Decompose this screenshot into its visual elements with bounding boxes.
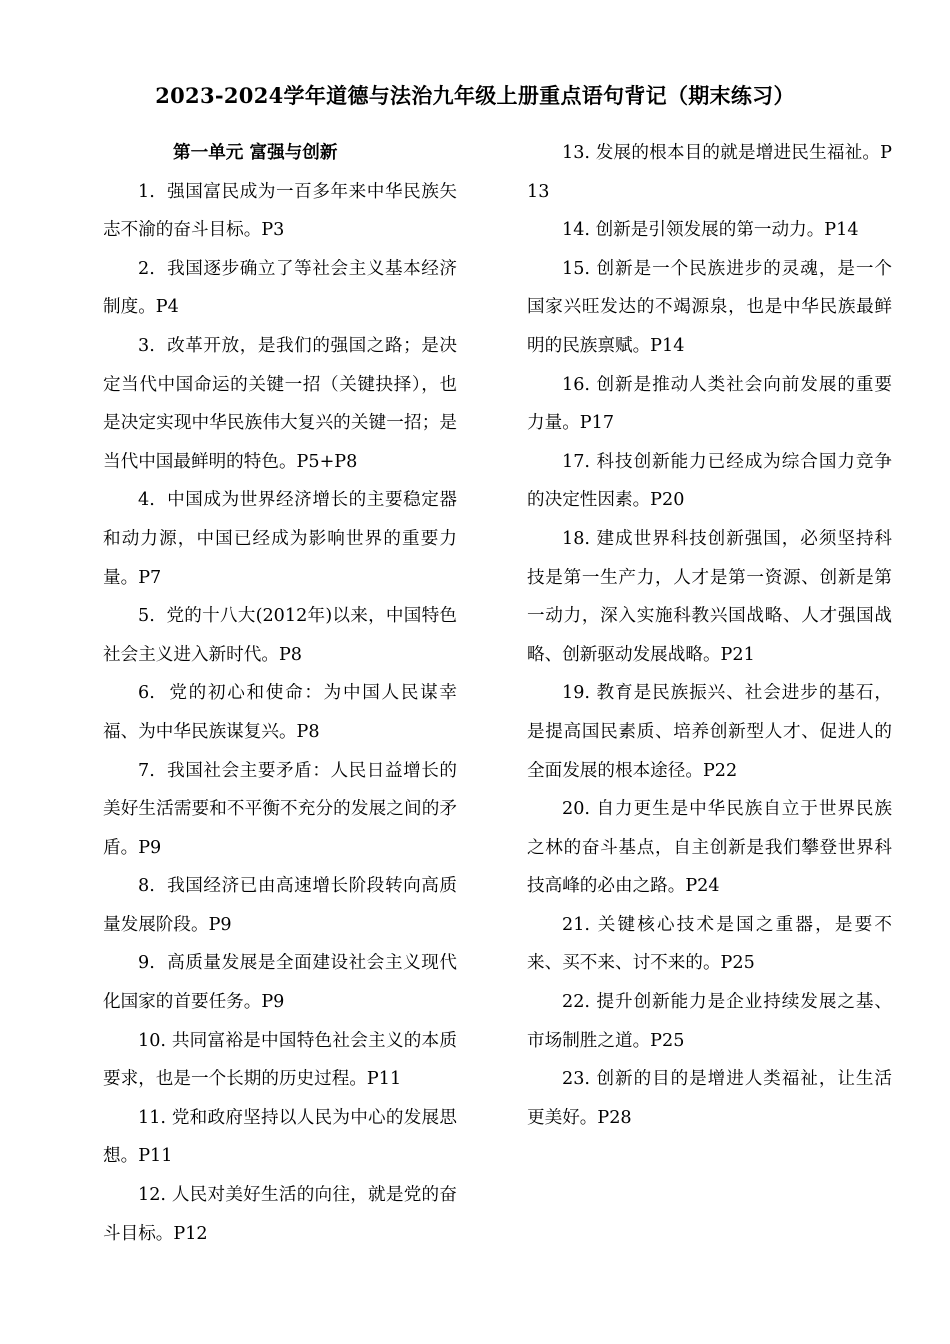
list-item (103, 481, 457, 597)
item-number: 21. (562, 914, 590, 935)
item-number: 7. (138, 760, 155, 781)
item-number: 12. (138, 1185, 166, 1206)
item-text: 我国逐步确立了等社会主义基本经济制度。P4 (103, 258, 457, 318)
item-number: 22. (562, 992, 590, 1013)
item-text: 我国经济已由高速增长阶段转向高质量发展阶段。P9 (103, 876, 457, 935)
item-text: 我国社会主要矛盾：人民日益增长的美好生活需要和不平衡不充分的发展之间的矛盾。P9 (103, 760, 457, 858)
item-text: 创新是推动人类社会向前发展的重要力量。P17 (527, 374, 892, 434)
item-number: 10. (138, 1030, 166, 1051)
item-text: 党的十八大(2012年)以来，中国特色社会主义进入新时代。P8 (103, 606, 458, 665)
item-text: 建成世界科技创新强国，必须坚持科技是第一生产力，人才是第一资源、创新是第一动力，深入实施科教兴国战略、人才强国战略、创新驱动发展战略。P21 (527, 528, 892, 665)
item-number: 3. (138, 335, 155, 356)
list-item (527, 366, 892, 443)
item-number: 19. (562, 683, 590, 704)
list-item (103, 1022, 457, 1099)
list-item (103, 867, 457, 944)
page-title: 2023-2024学年道德与法治九年级上册重点语句背记（期末练习） (155, 83, 795, 108)
item-number: 6. (138, 683, 155, 704)
list-item (103, 752, 457, 868)
list-item (527, 790, 892, 906)
item-text: 创新是引领发展的第一动力。P14 (595, 220, 859, 241)
list-item (103, 944, 457, 1021)
item-text: 高质量发展是全面建设社会主义现代化国家的首要任务。P9 (103, 953, 457, 1013)
item-text: 党和政府坚持以人民为中心的发展思想。P11 (103, 1107, 457, 1167)
item-number: 11. (138, 1107, 166, 1128)
list-item (103, 674, 457, 751)
item-number: 1. (138, 181, 155, 202)
item-text: 发展的根本目的就是增进民生福祉。P13 (527, 143, 893, 202)
item-text: 创新的目的是增进人类福祉，让生活更美好。P28 (527, 1069, 892, 1128)
item-text: 关键核心技术是国之重器，是要不来、买不来、讨不来的。P25 (527, 914, 892, 974)
unit-title: 第一单元 富强与创新 (173, 142, 338, 163)
list-item (103, 173, 457, 250)
item-number: 13. (562, 143, 590, 163)
list-item (103, 250, 457, 327)
item-number: 9. (138, 953, 155, 974)
list-item (103, 1176, 457, 1253)
list-item (527, 674, 892, 790)
list-item (527, 983, 892, 1060)
item-text: 科技创新能力已经成为综合国力竞争的决定性因素。P20 (527, 451, 892, 511)
item-number: 15. (562, 258, 590, 279)
item-number: 20. (562, 799, 590, 820)
item-text: 党的初心和使命：为中国人民谋幸福、为中华民族谋复兴。P8 (103, 683, 457, 742)
list-item (527, 134, 892, 211)
list-item (527, 906, 892, 983)
list-item (103, 327, 457, 481)
item-number: 16. (562, 374, 590, 395)
item-text: 提升创新能力是企业持续发展之基、市场制胜之道。P25 (527, 992, 892, 1051)
item-number: 18. (562, 528, 590, 549)
list-item (527, 250, 892, 366)
right-column (527, 134, 892, 1137)
list-item (527, 520, 892, 674)
item-text: 自力更生是中华民族自立于世界民族之林的奋斗基点，自主创新是我们攀登世界科技高峰的必由之路。P24 (527, 799, 892, 897)
item-text: 创新是一个民族进步的灵魂，是一个国家兴旺发达的不竭源泉，也是中华民族最鲜明的民族禀赋。P14 (527, 258, 892, 356)
item-number: 17. (562, 451, 590, 472)
item-text: 强国富民成为一百多年来中华民族矢志不渝的奋斗目标。P3 (103, 181, 457, 241)
list-item (527, 211, 892, 250)
item-text: 人民对美好生活的向往，就是党的奋斗目标。P12 (103, 1185, 457, 1244)
left-column (103, 134, 457, 1253)
item-text: 改革开放，是我们的强国之路；是决定当代中国命运的关键一招（关键抉择），也是决定实现中华民族伟大复兴的关键一招；是当代中国最鲜明的特色。P5+P8 (103, 335, 457, 472)
item-text: 教育是民族振兴、社会进步的基石，是提高国民素质、培养创新型人才、促进人的全面发展的根本途径。P22 (527, 683, 892, 781)
list-item (103, 597, 457, 674)
item-number: 4. (138, 490, 155, 511)
list-item (527, 443, 892, 520)
list-item (527, 1060, 892, 1137)
item-number: 14. (562, 220, 590, 241)
item-number: 23. (562, 1069, 590, 1090)
list-item (103, 1099, 457, 1176)
item-number: 2. (138, 258, 155, 279)
item-text: 共同富裕是中国特色社会主义的本质要求，也是一个长期的历史过程。P11 (103, 1030, 457, 1090)
item-number: 8. (138, 876, 155, 897)
item-number: 5. (138, 606, 155, 627)
item-text: 中国成为世界经济增长的主要稳定器和动力源，中国已经成为影响世界的重要力量。P7 (103, 490, 457, 588)
